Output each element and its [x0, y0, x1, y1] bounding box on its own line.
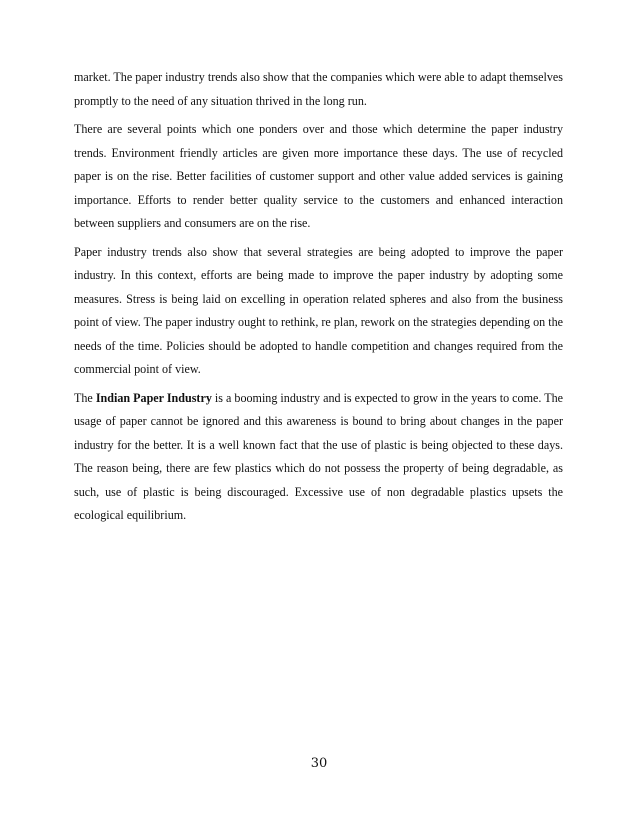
page-number: 30	[310, 756, 328, 771]
document-body	[74, 66, 563, 533]
paragraph-market-adaptation: market. The paper industry trends also show that the companies which were able to adapt themselves promptly to the need of any situation thrived in the long run.	[74, 70, 563, 108]
paragraph-lead-text: The	[74, 390, 96, 405]
paragraph-indian-paper-industry	[74, 387, 563, 528]
paragraph-industry-trends: There are several points which one ponders over and those which determine the paper industry trends. Environment friendly articles are given more importance these days. The use of recycled paper is on the rise. Better facilities of customer support and other value added services is gaining importance. Efforts to render better quality service to the customers and enhanced interaction between suppliers and consumers are on the rise.	[74, 122, 563, 230]
bold-term-indian-paper-industry: Indian Paper Industry	[95, 390, 212, 405]
paragraph-body-text: is a booming industry and is expected to grow in the years to come. The usage of paper cannot be ignored and this awareness is bound to bring about changes in the paper industry for the better. It is a well known fact that the use of plastic is being objected to these days. The reason being, there are few plastics which do not possess the property of being degradable, as such, use of plastic is being discouraged. Excessive use of non degradable plastics upsets the ecological equilibrium.	[74, 390, 563, 522]
paragraph-strategies: Paper industry trends also show that several strategies are being adopted to improve the paper industry. In this context, efforts are being made to improve the paper industry by adopting some measures. Stress is being laid on excelling in operation related spheres and also from the business point of view. The paper industry ought to rethink, re plan, rework on the strategies depending on the needs of the time. Policies should be adopted to handle competition and changes required from the commercial point of view.	[74, 244, 563, 376]
